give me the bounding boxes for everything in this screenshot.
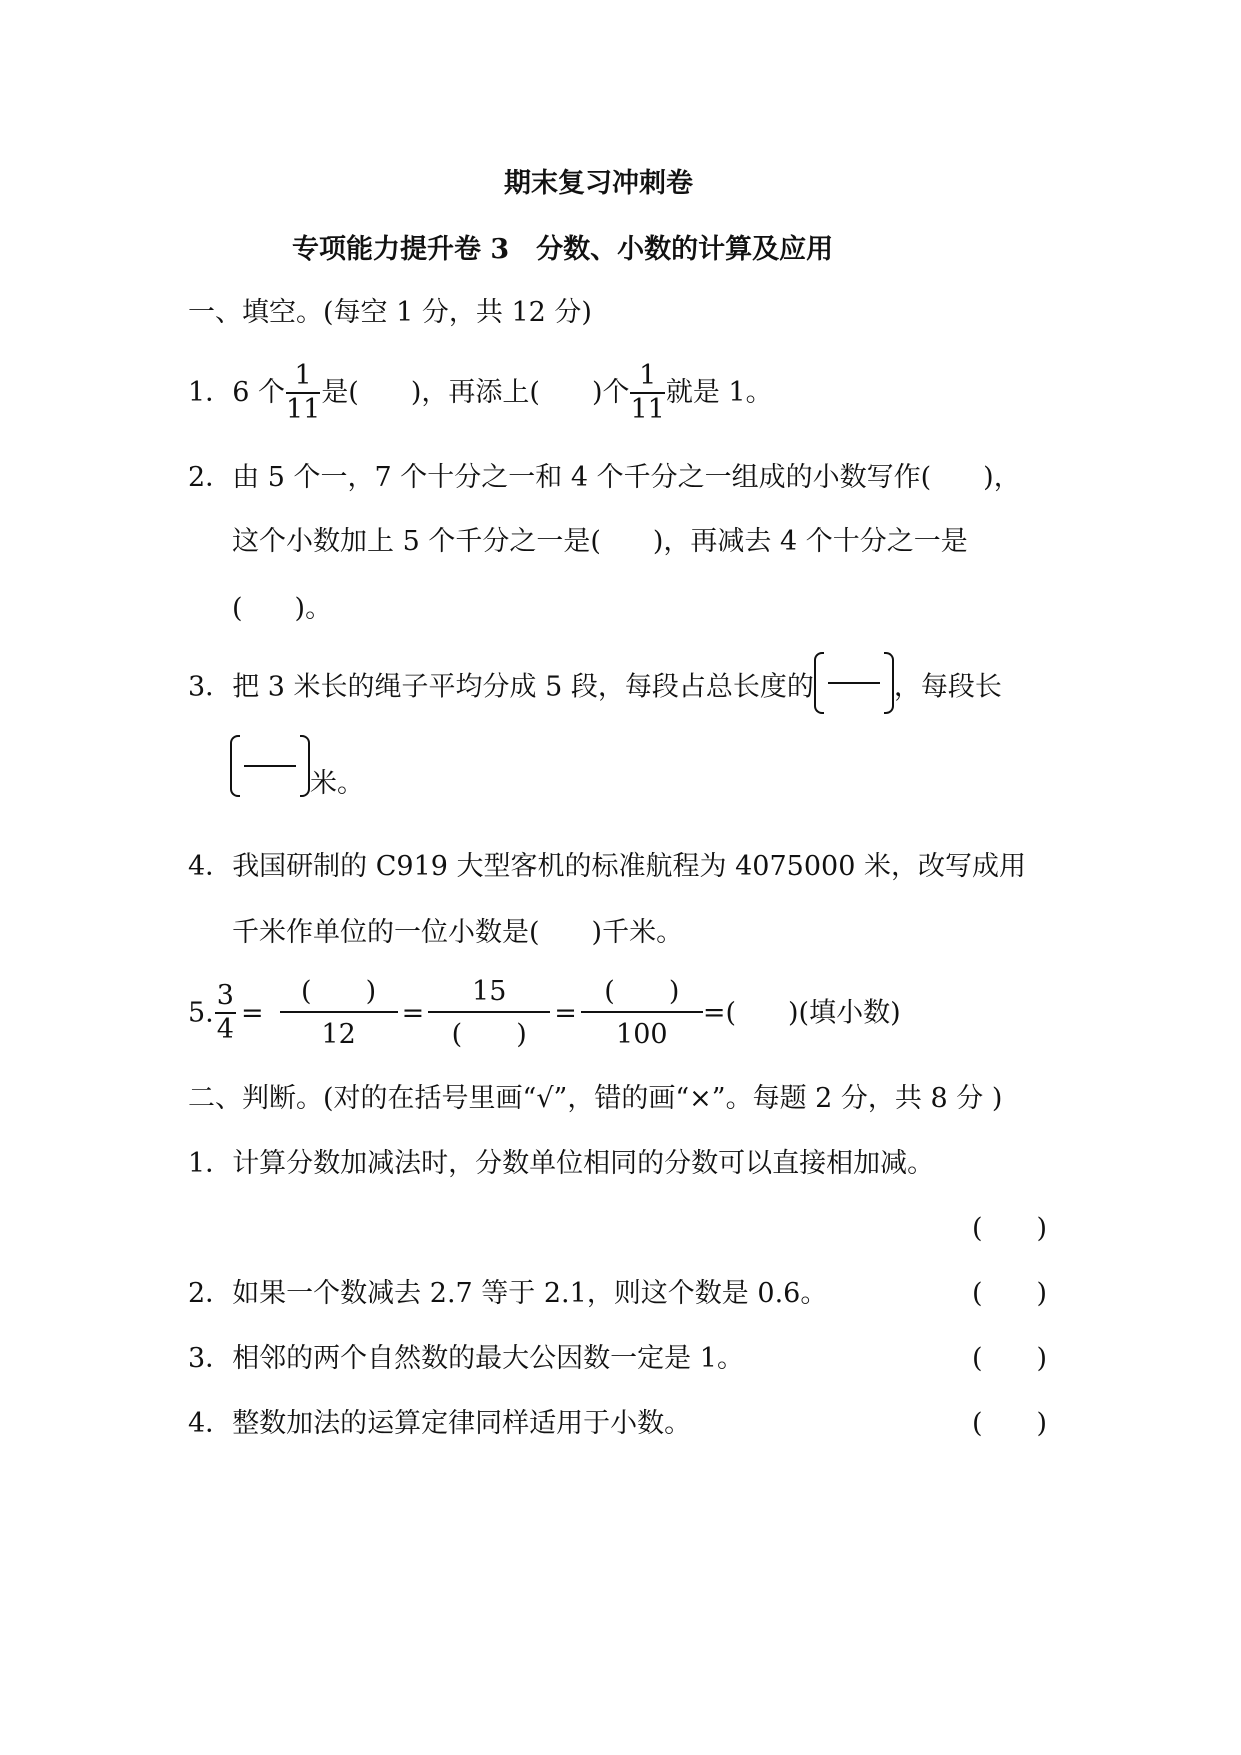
judge-answer-blank-4[interactable]: ( ) [972, 1408, 1048, 1439]
question-1-2-line2: 这个小数加上 5 个千分之一是( )，再减去 4 个十分之一是 [232, 526, 968, 557]
question-number: 5. [188, 997, 214, 1029]
judge-answer-blank-1[interactable]: ( ) [972, 1213, 1048, 1244]
question-number: 2． [188, 1278, 233, 1309]
question-1-2-line3: ( )。 [232, 593, 333, 624]
question-1-1: 1．6 个 $\frac{1}{11}$ 是( )，再添上( )个 $\frac{1}{11}$ 就是 1。 [188, 360, 773, 426]
judge-item-2: 2．如果一个数减去 2.7 等于 2.1，则这个数是 0.6。 [188, 1278, 828, 1309]
question-1-4-line2: 千米作单位的一位小数是( )千米。 [232, 917, 684, 948]
fraction-blank[interactable]: $\frac{( )}{12}$ [280, 978, 398, 1048]
question-number: 1． [188, 1148, 233, 1179]
judge-item-3: 3．相邻的两个自然数的最大公因数一定是 1。 [188, 1343, 744, 1374]
question-number: 4． [188, 851, 233, 882]
page-title: 期末复习冲刺卷 [504, 168, 693, 199]
judge-item-1: 1．计算分数加减法时，分数单位相同的分数可以直接相加减。 [188, 1148, 935, 1179]
question-1-5: 5. $\frac{3}{4}$ = $\frac{( )}{12}$ = $\frac{15}{( )}$ = $\frac{( )}{100}$ =( )(填小数) [188, 976, 901, 1050]
judge-answer-blank-2[interactable]: ( ) [972, 1278, 1048, 1309]
fraction-blank[interactable]: $\frac{( )}{100}$ [581, 978, 703, 1048]
question-1-2-line1: 2．由 5 个一，7 个十分之一和 4 个千分之一组成的小数写作( )， [188, 462, 1021, 493]
question-number: 4． [188, 1408, 233, 1439]
fraction: $\frac{3}{4}$ [216, 979, 234, 1045]
bracket-fraction-blank[interactable] [814, 652, 894, 714]
page-subtitle: 专项能力提升卷 3 分数、小数的计算及应用 [292, 234, 834, 265]
judge-item-4: 4．整数加法的运算定律同样适用于小数。 [188, 1408, 692, 1439]
fraction-blank[interactable]: $\frac{15}{( )}$ [428, 978, 550, 1048]
question-1-3-line2: 米。 [230, 745, 364, 797]
question-1-4-line1: 4．我国研制的 C919 大型客机的标准航程为 4075000 米，改写成用 [188, 851, 1026, 882]
judge-answer-blank-3[interactable]: ( ) [972, 1343, 1048, 1374]
question-number: 2． [188, 462, 233, 493]
section1-heading: 一、填空。(每空 1 分，共 12 分) [188, 297, 592, 328]
fraction: $\frac{1}{11}$ [285, 360, 321, 426]
question-number: 3． [188, 1343, 233, 1374]
section2-heading: 二、判断。(对的在括号里画“√”，错的画“×”。每题 2 分，共 8 分 ) [188, 1083, 1003, 1114]
fraction: $\frac{1}{11}$ [630, 360, 665, 426]
question-number: 3． [188, 671, 233, 703]
bracket-fraction-blank[interactable] [230, 735, 310, 797]
question-1-3-line1: 3．把 3 米长的绳子平均分成 5 段，每段占总长度的 ，每段长 [188, 662, 1002, 714]
question-number: 1． [188, 376, 233, 408]
